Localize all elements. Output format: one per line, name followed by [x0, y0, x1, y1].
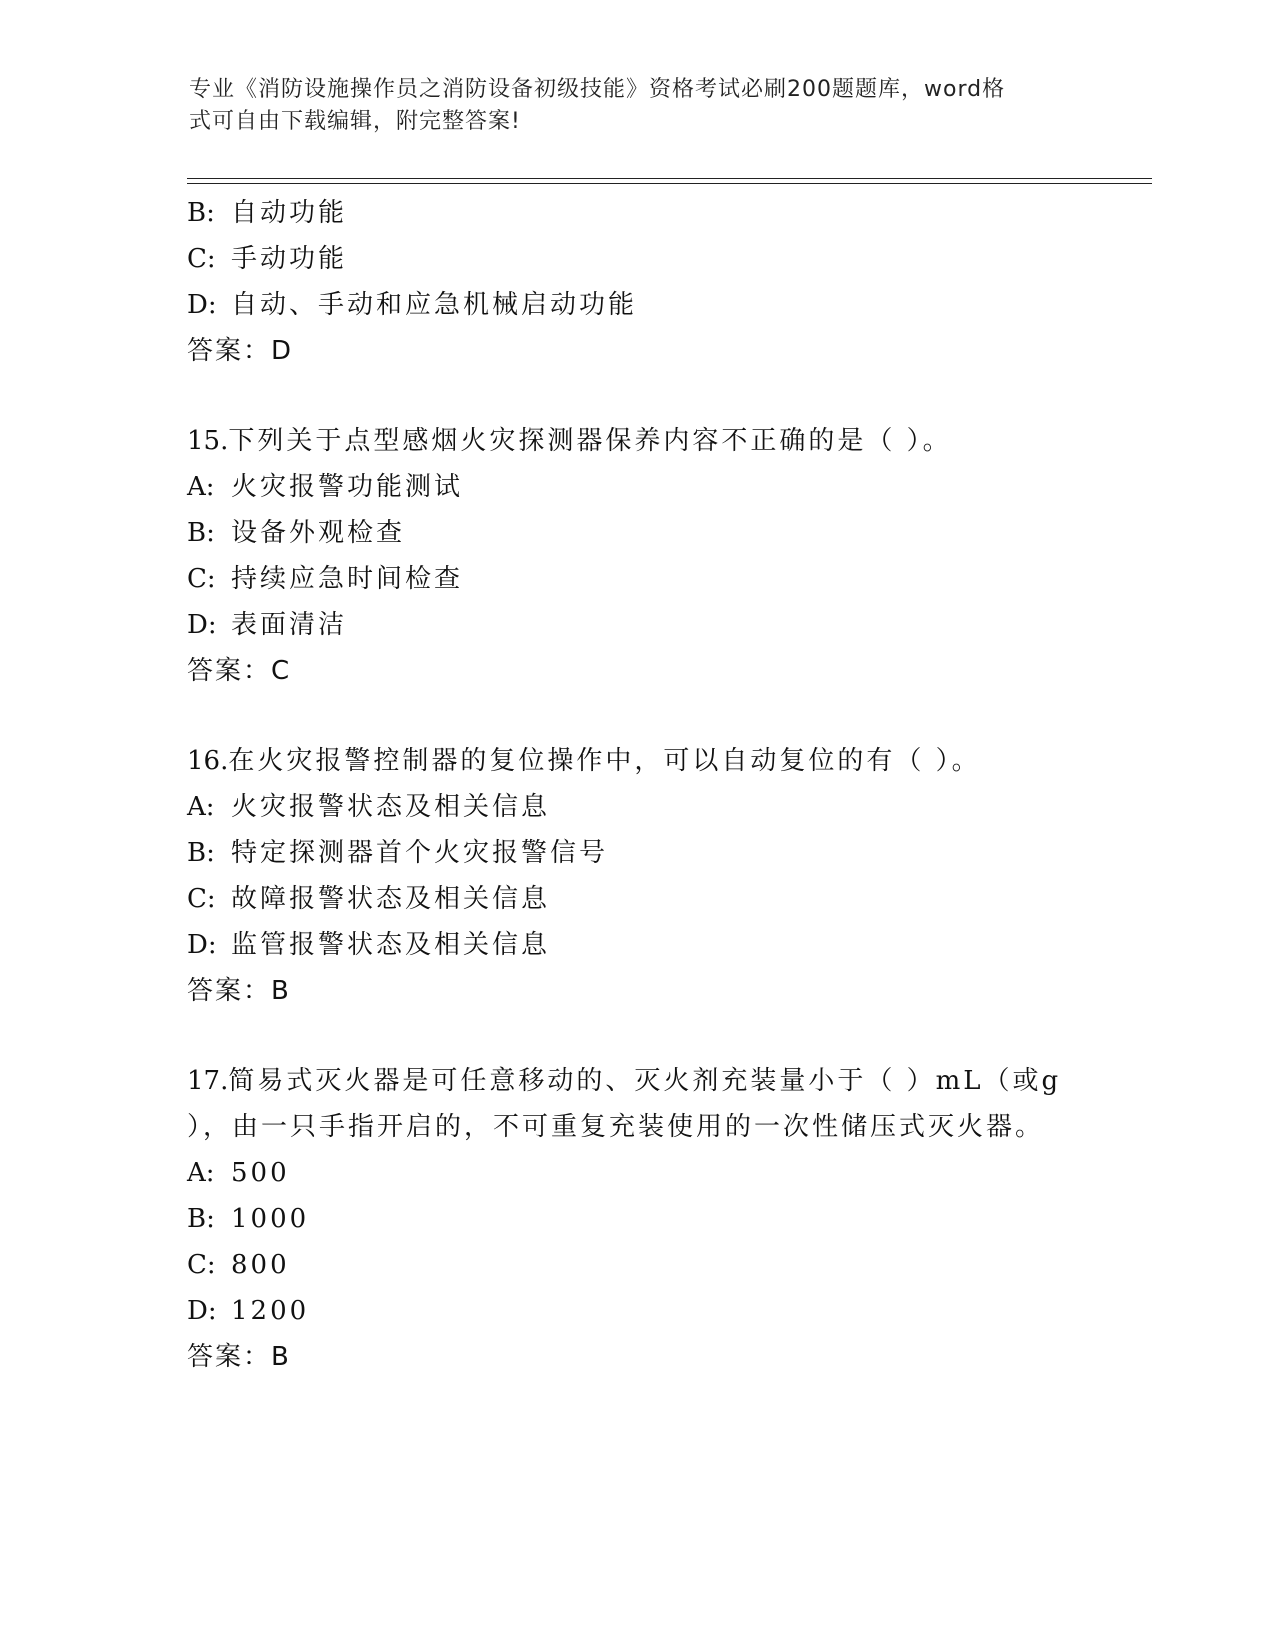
answer-line: 答案：C	[187, 656, 292, 686]
option-c: C: 持续应急时间检查	[187, 564, 464, 594]
question-list	[187, 190, 1087, 1380]
header-line-2: 式可自由下载编辑，附完整答案!	[189, 109, 521, 134]
option-b: B: 特定探测器首个火灾报警信号	[187, 838, 609, 868]
option-c: C: 故障报警状态及相关信息	[187, 884, 551, 914]
option-a: A: 火灾报警功能测试	[187, 472, 464, 502]
option-c: C: 手动功能	[187, 244, 348, 274]
answer-line: 答案：B	[187, 1342, 291, 1372]
option-b: B: 设备外观检查	[187, 518, 406, 548]
header-divider-bottom	[187, 183, 1152, 184]
option-b: B: 自动功能	[187, 198, 348, 228]
question-16	[187, 738, 1087, 1014]
option-d: D: 自动、手动和应急机械启动功能	[187, 290, 638, 320]
option-d: D: 表面清洁	[187, 610, 348, 640]
question-stem: 16.在火灾报警控制器的复位操作中，可以自动复位的有（ ）。	[187, 746, 981, 776]
answer-line: 答案：B	[187, 976, 291, 1006]
header-line-1: 专业《消防设施操作员之消防设备初级技能》资格考试必刷200题题库，word格	[189, 77, 1006, 102]
question-stem: 17.简易式灭火器是可任意移动的、灭火剂充装量小于（ ）mL（或g	[187, 1066, 1062, 1096]
option-c: C: 800	[187, 1250, 290, 1280]
option-d: D: 1200	[187, 1296, 310, 1326]
option-d: D: 监管报警状态及相关信息	[187, 930, 551, 960]
question-17	[187, 1058, 1087, 1380]
document-header	[189, 74, 1069, 138]
answer-line: 答案：D	[187, 336, 294, 366]
question-stem: 15.下列关于点型感烟火灾探测器保养内容不正确的是（ ）。	[187, 426, 952, 456]
option-a: A: 500	[187, 1158, 290, 1188]
option-a: A: 火灾报警状态及相关信息	[187, 792, 551, 822]
header-divider-top	[187, 178, 1152, 179]
question-15	[187, 418, 1087, 694]
question-stem-continued: ），由一只手指开启的，不可重复充装使用的一次性储压式灭火器。	[187, 1112, 1045, 1142]
option-b: B: 1000	[187, 1204, 310, 1234]
continued-question	[187, 190, 1087, 374]
